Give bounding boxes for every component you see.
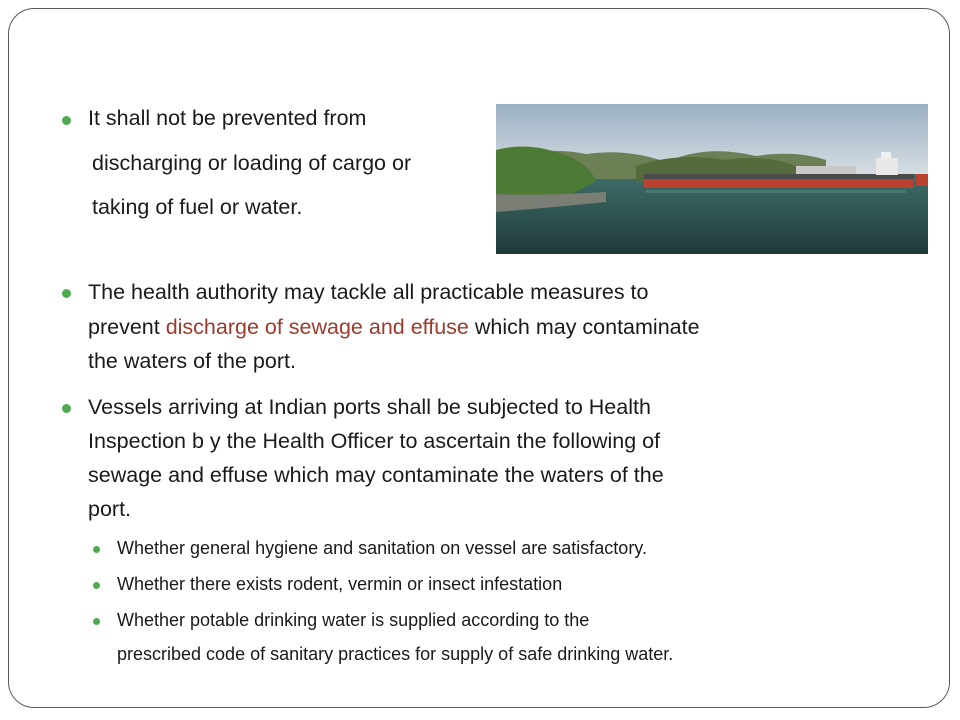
- bullet3-line3: sewage and effuse which may contaminate the waters of the: [88, 463, 664, 487]
- bullet2-line1: The health authority may tackle all practicable measures to: [88, 280, 649, 304]
- bullet3-line2: Inspection b y the Health Officer to ascertain the following of: [88, 429, 661, 453]
- bullet2-text-before: prevent: [88, 315, 166, 339]
- subbullet3-line1: Whether potable drinking water is supplied according to the: [117, 610, 590, 630]
- bullet1-line2: discharging or loading of cargo or: [92, 151, 412, 175]
- bullet2-line2: [88, 315, 700, 340]
- subbullet1-line1: Whether general hygiene and sanitation on vessel are satisfactory.: [117, 538, 647, 558]
- bullet2-highlight: discharge of sewage and effuse: [165, 315, 469, 339]
- subbullet-dot: [93, 582, 100, 589]
- bullet2-text-after: which may contaminate: [468, 315, 700, 339]
- bullet-dot: [62, 289, 71, 298]
- bullet2-line3: the waters of the port.: [88, 349, 296, 373]
- bullet3-line1: Vessels arriving at Indian ports shall be subjected to Health: [88, 395, 651, 419]
- subbullet-dot: [93, 618, 100, 625]
- subbullet-dot: [93, 546, 100, 553]
- bullet-dot: [62, 116, 71, 125]
- subbullet3-line2: prescribed code of sanitary practices for supply of safe drinking water.: [117, 644, 674, 664]
- subbullet2-line1: Whether there exists rodent, vermin or insect infestation: [117, 574, 563, 594]
- bullet3-line4: port.: [88, 497, 132, 521]
- bullet1-line1: It shall not be prevented from: [88, 106, 367, 130]
- bullet-dot: [62, 404, 71, 413]
- harbor-ship-photo: [496, 104, 928, 254]
- bullet1-line3: taking of fuel or water.: [92, 195, 303, 219]
